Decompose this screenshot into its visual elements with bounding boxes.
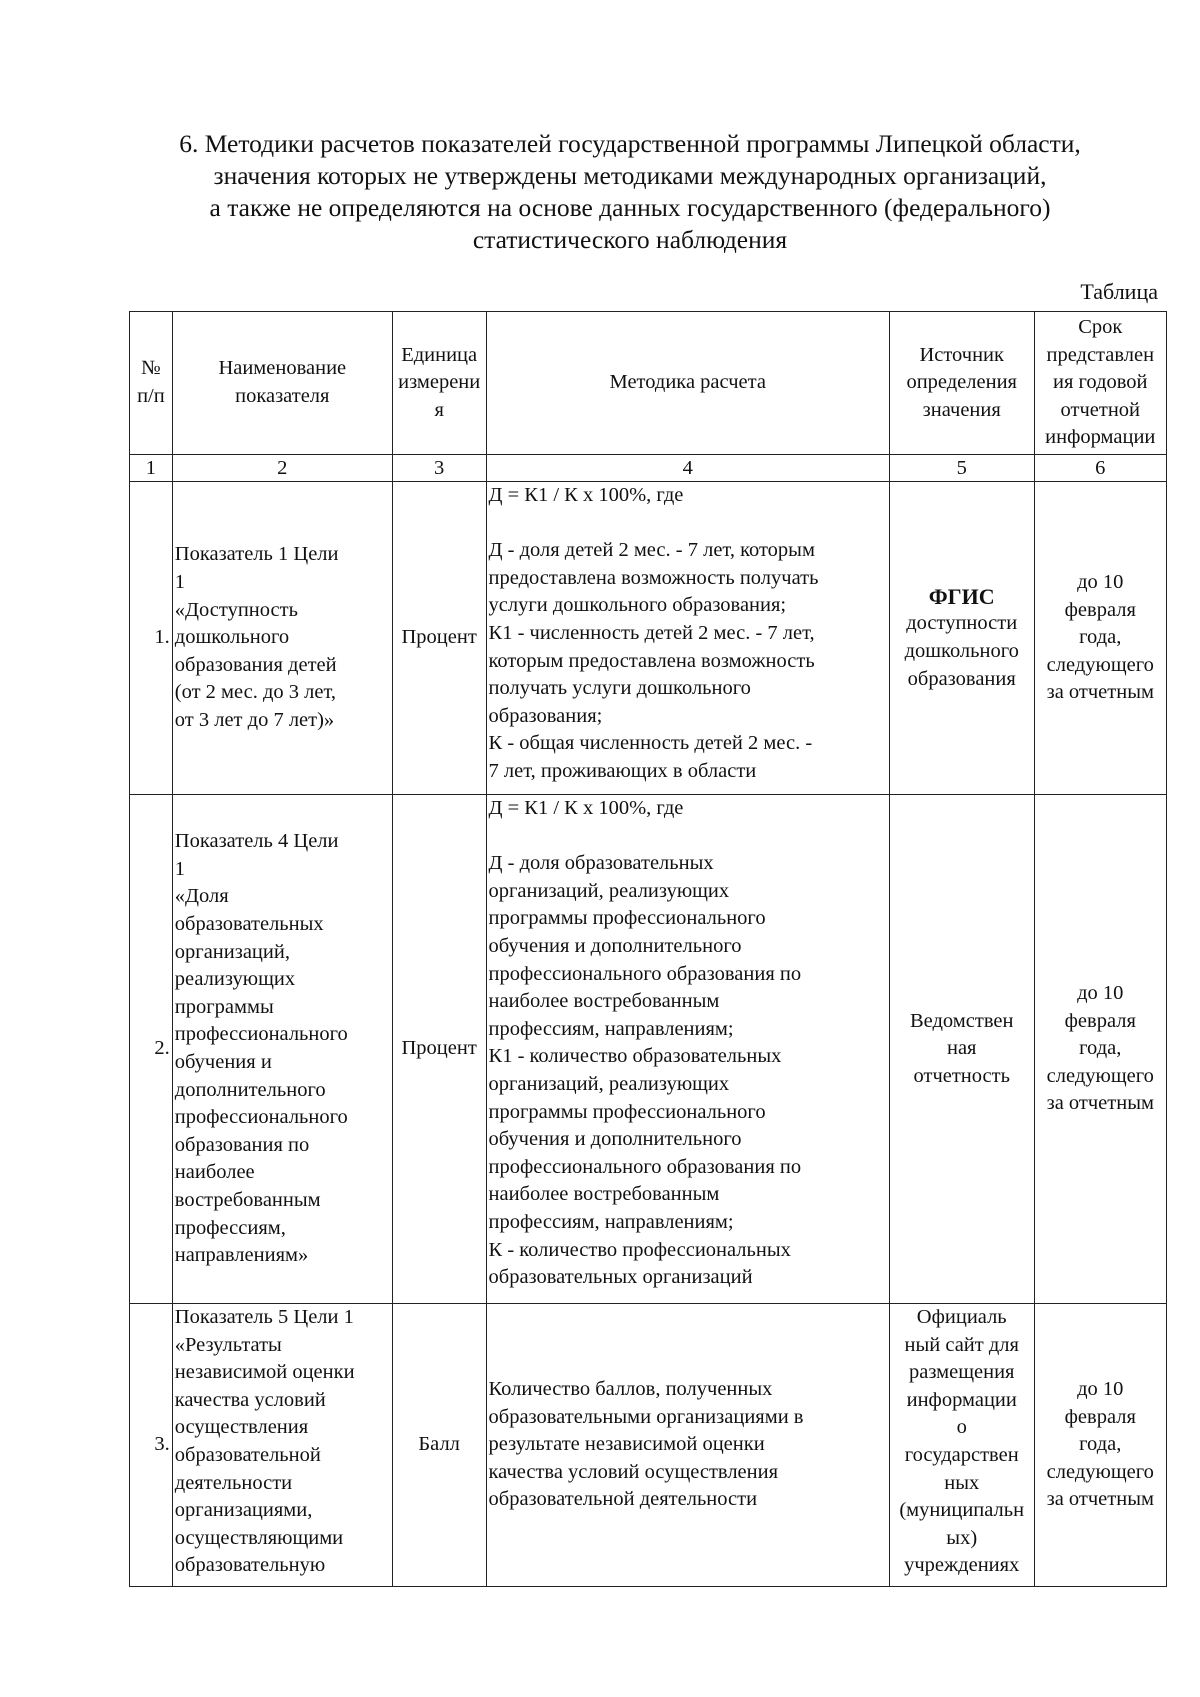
document-heading <box>100 128 1160 256</box>
column-number: 4 <box>486 455 889 482</box>
table-label: Таблица <box>1080 279 1158 304</box>
report-deadline: до 10 февраля года, следующего за отчетным <box>1034 1304 1166 1587</box>
calculation-method: Количество баллов, полученных образовательными организациями в результате независимой оценки качества условий осуществления образовательной деятельности <box>486 1304 889 1587</box>
header-indicator-name: Наименование показателя <box>172 312 392 455</box>
table-header-row <box>130 312 1167 455</box>
column-number: 2 <box>172 455 392 482</box>
methodology-table <box>129 311 1167 1587</box>
header-method: Методика расчета <box>486 312 889 455</box>
data-source: ФГИС доступности дошкольного образования <box>889 482 1034 795</box>
row-number: 2. <box>130 795 173 1304</box>
report-deadline: до 10 февраля года, следующего за отчетным <box>1034 482 1166 795</box>
report-deadline: до 10 февраля года, следующего за отчетным <box>1034 795 1166 1304</box>
calculation-method: Д = К1 / К х 100%, где Д - доля образовательных организаций, реализующих программы профессионального обучения и дополнительного профессионального образования по наиболее востребованным профессиям, направлениям; К1 - количество образовательных организаций, реализующих программы профессионального обучения и дополнительного профессионального образования по наиболее востребованным профессиям, направлениям; К - количество профессиональных образовательных организаций <box>486 795 889 1304</box>
table-row <box>130 795 1167 1304</box>
header-unit: Единица измерени я <box>392 312 486 455</box>
table-row <box>130 1304 1167 1587</box>
header-source: Источник определения значения <box>889 312 1034 455</box>
heading-line: статистического наблюдения <box>472 225 788 254</box>
calculation-method: Д = К1 / К х 100%, где Д - доля детей 2 мес. - 7 лет, которым предоставлена возможность получать услуги дошкольного образования; К1 - численность детей 2 мес. - 7 лет, которым предоставлена возможность получать услуги дошкольного образования; К - общая численность детей 2 мес. - 7 лет, проживающих в области <box>486 482 889 795</box>
row-number: 3. <box>130 1304 173 1587</box>
heading-line: а также не определяются на основе данных государственного (федерального) <box>209 193 1051 222</box>
unit: Балл <box>392 1304 486 1587</box>
table-row <box>130 482 1167 795</box>
indicator-name: Показатель 4 Цели 1 «Доля образовательных организаций, реализующих программы профессионального обучения и дополнительного профессионального образования по наиболее востребованным профессиям, направлениям» <box>172 795 392 1304</box>
row-number: 1. <box>130 482 173 795</box>
unit: Процент <box>392 795 486 1304</box>
heading-line: 6. Методики расчетов показателей государственной программы Липецкой области, <box>179 129 1081 158</box>
data-source: Официаль ный сайт для размещения информации о государствен ных (муниципальн ых) учреждениях <box>889 1304 1034 1587</box>
heading-line: значения которых не утверждены методиками международных организаций, <box>213 161 1047 190</box>
header-number: № п/п <box>130 312 173 455</box>
data-source: Ведомствен ная отчетность <box>889 795 1034 1304</box>
unit: Процент <box>392 482 486 795</box>
header-deadline: Срок представлен ия годовой отчетной информации <box>1034 312 1166 455</box>
indicator-name: Показатель 5 Цели 1 «Результаты независимой оценки качества условий осуществления образовательной деятельности организациями, осуществляющими образовательную <box>172 1304 392 1587</box>
column-number: 1 <box>130 455 173 482</box>
column-number: 6 <box>1034 455 1166 482</box>
column-number: 5 <box>889 455 1034 482</box>
column-number: 3 <box>392 455 486 482</box>
indicator-name: Показатель 1 Цели 1 «Доступность дошкольного образования детей (от 2 мес. до 3 лет, от 3 лет до 7 лет)» <box>172 482 392 795</box>
column-number-row <box>130 455 1167 482</box>
